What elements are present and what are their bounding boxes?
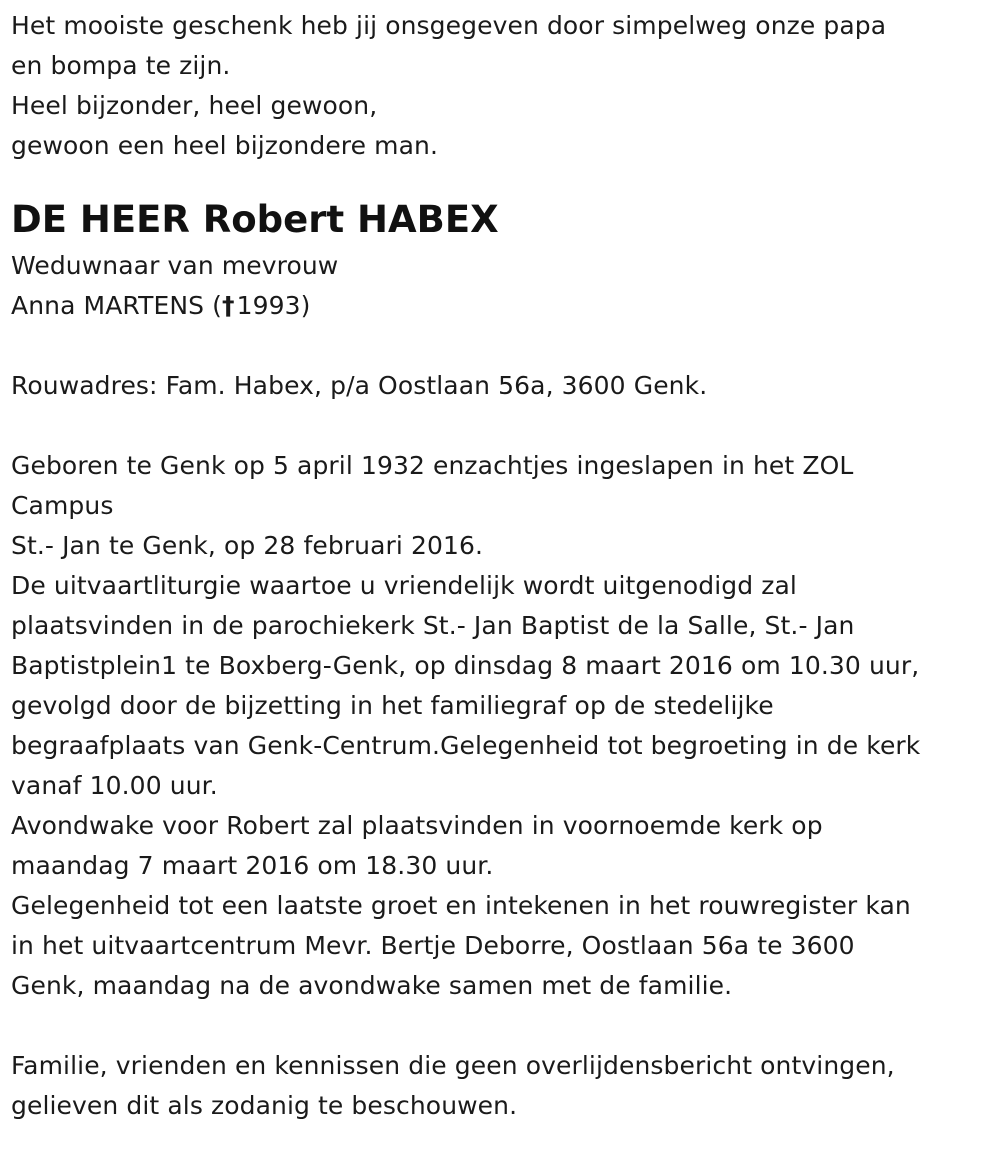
body-line: vanaf 10.00 uur. [11, 771, 218, 800]
body-line: St.- Jan te Genk, op 28 februari 2016. [11, 531, 484, 560]
closing-note [11, 1046, 986, 1126]
body-line: maandag 7 maart 2016 om 18.30 uur. [11, 851, 494, 880]
body-line: gevolgd door de bijzetting in het familiegraf op de stedelijke [11, 691, 774, 720]
body-line: De uitvaartliturgie waartoe u vriendelijk wordt uitgenodigd zal [11, 571, 797, 600]
spacer [11, 166, 986, 196]
poem-line: Het mooiste geschenk heb jij onsgegeven door simpelweg onze papa [11, 11, 887, 40]
body-line: begraafplaats van Genk-Centrum.Gelegenheid tot begroeting in de kerk [11, 731, 921, 760]
spouse-info [11, 246, 986, 326]
body-line: Geboren te Genk op 5 april 1932 enzachtjes ingeslapen in het ZOL [11, 451, 854, 480]
body-line: in het uitvaartcentrum Mevr. Bertje Deborre, Oostlaan 56a te 3600 [11, 931, 855, 960]
spacer [11, 406, 986, 446]
poem-line: Heel bijzonder, heel gewoon, [11, 91, 378, 120]
body-line: Gelegenheid tot een laatste groet en intekenen in het rouwregister kan [11, 891, 911, 920]
body-line: Avondwake voor Robert zal plaatsvinden in voornoemde kerk op [11, 811, 823, 840]
cross-icon: † [222, 291, 235, 320]
spouse-name: Anna MARTENS ( [11, 291, 223, 320]
body-line: Campus [11, 491, 114, 520]
closing-line: gelieven dit als zodanig te beschouwen. [11, 1091, 518, 1120]
body-line: Genk, maandag na de avondwake samen met de familie. [11, 971, 733, 1000]
notice-body [11, 446, 986, 1006]
mourning-address: Rouwadres: Fam. Habex, p/a Oostlaan 56a, 3600 Genk. [11, 371, 708, 400]
poem-line: en bompa te zijn. [11, 51, 231, 80]
spacer [11, 326, 986, 366]
widower-line: Weduwnaar van mevrouw [11, 251, 339, 280]
spouse-line [11, 286, 986, 326]
body-line: Baptistplein1 te Boxberg-Genk, op dinsdag 8 maart 2016 om 10.30 uur, [11, 651, 920, 680]
closing-line: Familie, vrienden en kennissen die geen overlijdensbericht ontvingen, [11, 1051, 895, 1080]
deceased-name: DE HEER Robert HABEX [11, 198, 499, 241]
body-line: plaatsvinden in de parochiekerk St.- Jan Baptist de la Salle, St.- Jan [11, 611, 855, 640]
poem [11, 6, 986, 166]
obituary-notice [11, 6, 986, 1126]
poem-line: gewoon een heel bijzondere man. [11, 131, 439, 160]
spacer [11, 1006, 986, 1046]
spouse-year: 1993) [236, 291, 311, 320]
